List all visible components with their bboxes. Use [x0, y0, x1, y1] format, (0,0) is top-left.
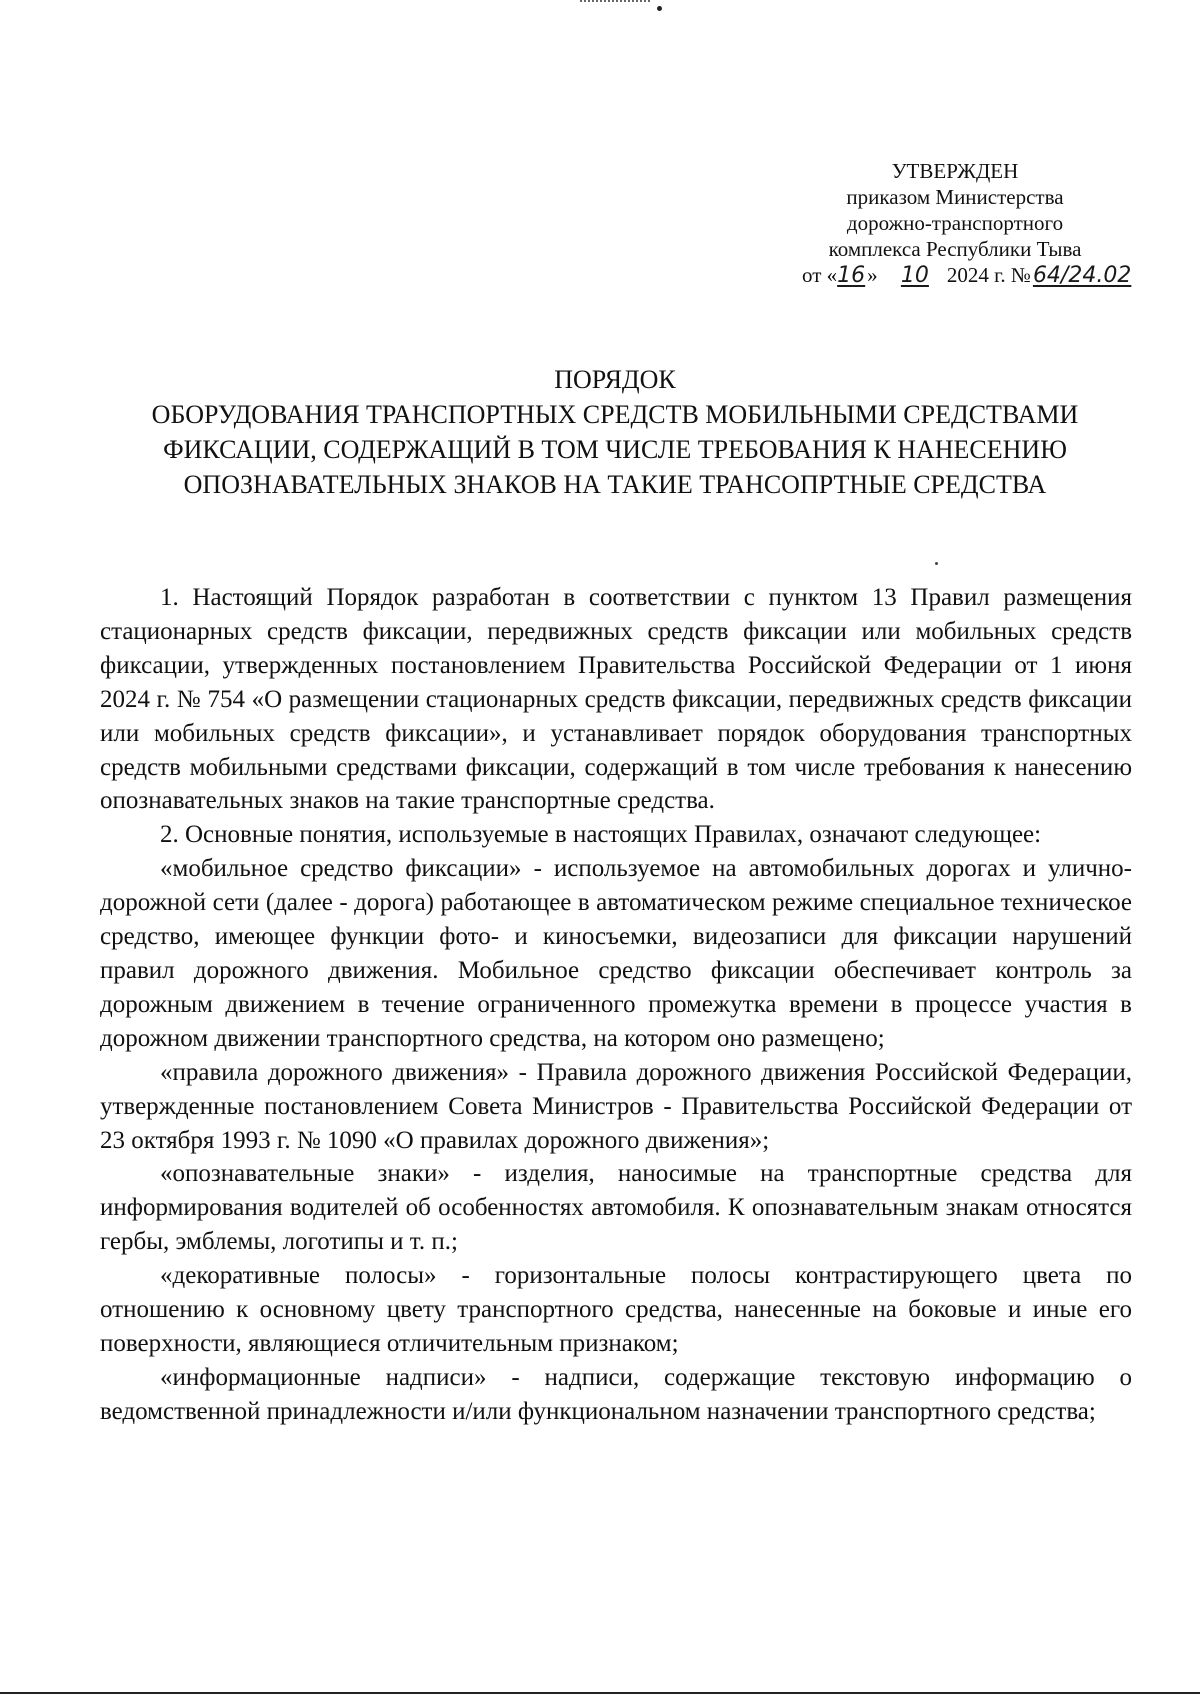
approval-line: приказом Министерства [846, 185, 1064, 209]
scan-artifact [580, 0, 650, 8]
paragraph-1: 1. Настоящий Порядок разработан в соответствии с пунктом 13 Правил размещения стационарных средств фиксации, передвижных средств фиксации или мобильных средств фиксации, утвержденных постановлением Правительства Российской Федерации от 1 июня 2024 г. № 754 «О размещении стационарных средств фиксации, передвижных средств фиксации или мобильных средств фиксации», и устанавливает порядок оборудования транспортных средств мобильными средствами фиксации, содержащий в том числе требования к нанесению опознавательных знаков на такие транспортные средства. [100, 584, 1132, 815]
definition-mobile-fixation: «мобильное средство фиксации» - используемое на автомобильных дорогах и улично-дорожной сети (далее - дорога) работающее в автоматическом режиме специальное техническое средство, имеющее функции фото- и киносъемки, видеозаписи для фиксации нарушений правил дорожного движения. Мобильное средство фиксации обеспечивает контроль за дорожным движением в течение ограниченного промежутка времени в процессе участия в дорожном движении транспортного средства, на котором оно размещено; [100, 855, 1132, 1052]
title-line: ФИКСАЦИИ, СОДЕРЖАЩИЙ В ТОМ ЧИСЛЕ ТРЕБОВАНИЯ К НАНЕСЕНИЮ [163, 435, 1067, 464]
title-line: ОБОРУДОВАНИЯ ТРАНСПОРТНЫХ СРЕДСТВ МОБИЛЬНЫМИ СРЕДСТВАМИ [151, 400, 1079, 429]
scan-artifact-dot [935, 562, 938, 565]
document-title [60, 362, 1170, 502]
document-body [100, 581, 1132, 1429]
scan-bottom-edge [0, 1692, 1200, 1694]
paragraph-2: 2. Основные понятия, используемые в настоящих Правилах, означают следующее: [160, 821, 1042, 849]
definition-traffic-rules: «правила дорожного движения» - Правила дорожного движения Российской Федерации, утвержденные постановлением Совета Министров - Правительства Российской Федерации от 23 октября 1993 г. № 1090 «О правилах дорожного движения»; [100, 1058, 1132, 1154]
handwritten-month: 10 [900, 263, 929, 288]
date-year: 2024 г. № [946, 263, 1031, 287]
title-line: ОПОЗНАВАТЕЛЬНЫХ ЗНАКОВ НА ТАКИЕ ТРАНСОПРТНЫЕ СРЕДСТВА [183, 470, 1047, 499]
approval-line: комплекса Республики Тыва [828, 237, 1082, 261]
approval-heading: УТВЕРЖДЕН [891, 159, 1019, 183]
handwritten-order-number: 64/24.02 [1032, 263, 1132, 288]
definition-identification-signs: «опознавательные знаки» - изделия, наносимые на транспортные средства для информирования водителей об особенностях автомобиля. К опознавательным знакам относятся гербы, эмблемы, логотипы и т. п.; [100, 1160, 1132, 1256]
date-prefix: от « [802, 263, 838, 287]
date-quote-close: » [867, 263, 878, 287]
title-line: ПОРЯДОК [554, 365, 676, 394]
definition-information-labels: «информационные надписи» - надписи, содержащие текстовую информацию о ведомственной принадлежности и/или функциональном назначении транспортного средства; [100, 1363, 1132, 1425]
approval-date-line [790, 262, 1132, 289]
handwritten-day: 16 [837, 263, 866, 288]
definition-decorative-stripes: «декоративные полосы» - горизонтальные полосы контрастирующего цвета по отношению к основному цвету транспортного средства, нанесенные на боковые и иные его поверхности, являющиеся отличительным признаком; [100, 1262, 1132, 1357]
scan-artifact-dot [657, 6, 662, 11]
approval-line: дорожно-транспортного [846, 211, 1064, 235]
approval-stamp-block [790, 158, 1132, 289]
